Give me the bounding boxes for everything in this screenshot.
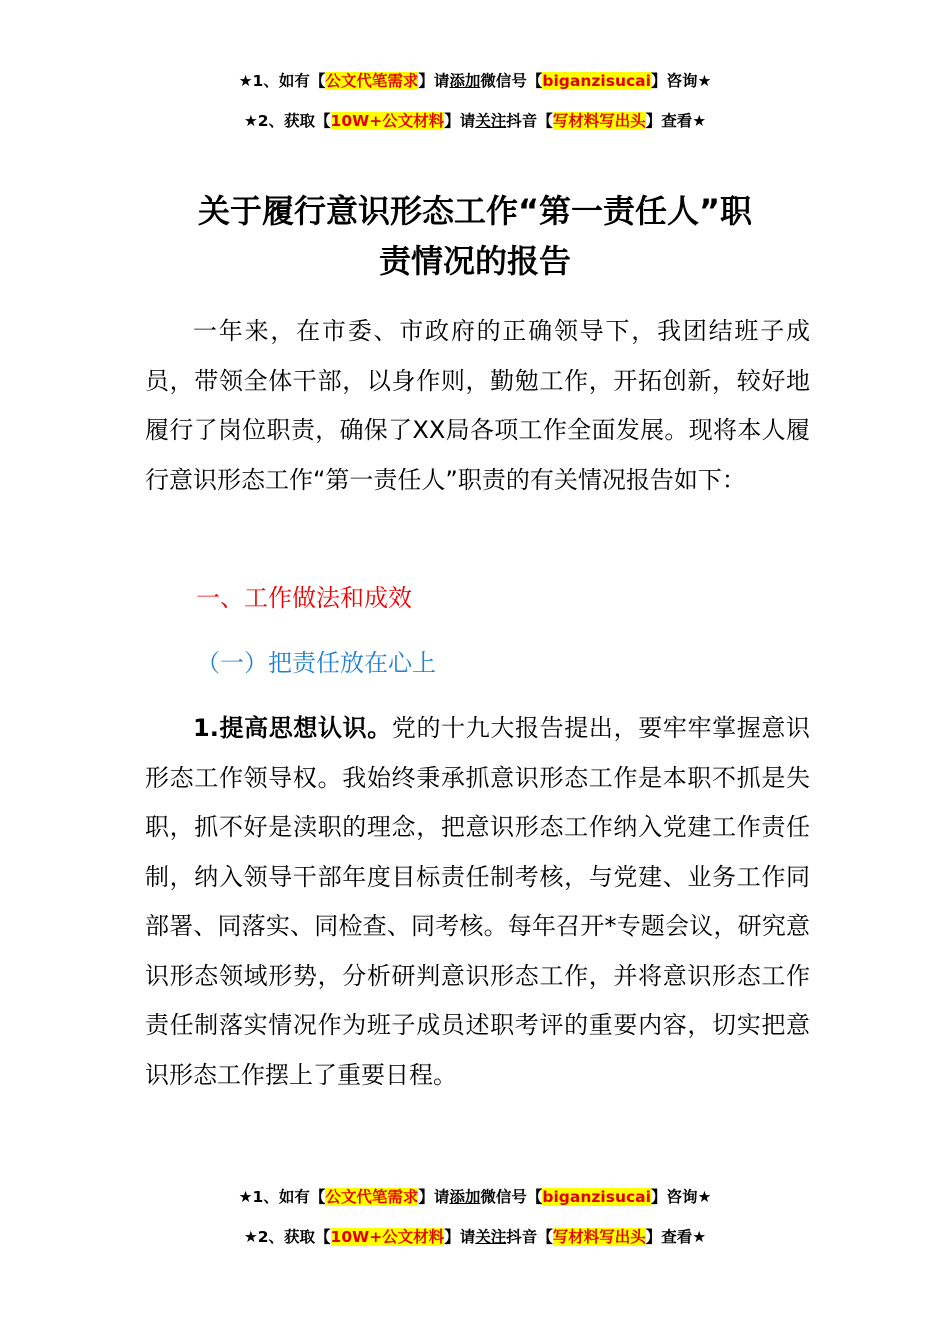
banner-underline: 关注 bbox=[475, 112, 507, 130]
banner-text: 】咨询★ bbox=[650, 72, 712, 90]
banner-text: 】请 bbox=[444, 1228, 476, 1246]
banner-highlight: 公文代笔需求 bbox=[325, 72, 419, 90]
banner-text: 】咨询★ bbox=[650, 1188, 712, 1206]
banner-text: ★2、获取【 bbox=[243, 112, 331, 130]
item-body: 党的十九大报告提出，要牢牢掌握意识形态工作领导权。我始终秉承抓意识形态工作是本职不抓是失职，抓不好是渎职的理念，把意识形态工作纳入党建工作责任制，纳入领导干部年度目标责任制考核，与党建、业务工作同部署、同落实、同检查、同考核。每年召开*专题会议，研究意识形态领域形势，分析研判意识形态工作，并将意识形态工作责任制落实情况作为班子成员述职考评的重要内容，切实把意识形态工作摆上了重要日程。 bbox=[145, 714, 810, 1089]
banner-text: 抖音【 bbox=[506, 112, 553, 130]
banner-text: 】请 bbox=[418, 1188, 450, 1206]
item-lead: 1.提高思想认识。 bbox=[193, 714, 392, 742]
banner-highlight: 写材料写出头 bbox=[552, 1228, 646, 1246]
banner-text: 】请 bbox=[444, 112, 476, 130]
item-paragraph bbox=[145, 704, 810, 1100]
banner-text: ★2、获取【 bbox=[243, 1228, 331, 1246]
intro-paragraph: 一年来，在市委、市政府的正确领导下，我团结班子成员，带领全体干部，以身作则，勤勉工作，开拓创新，较好地履行了岗位职责，确保了XX局各项工作全面发展。现将本人履行意识形态工作“第一责任人”职责的有关情况报告如下： bbox=[145, 317, 810, 494]
banner-text: ★1、如有【 bbox=[238, 1188, 326, 1206]
banner-highlight: 10W+公文材料 bbox=[330, 112, 445, 130]
banner-text: ★1、如有【 bbox=[238, 72, 326, 90]
banner-highlight: 公文代笔需求 bbox=[325, 1188, 419, 1206]
banner-text: 】请 bbox=[418, 72, 450, 90]
banner-text: 抖音【 bbox=[506, 1228, 553, 1246]
footer-banner-line-1 bbox=[0, 1186, 950, 1208]
banner-underline: 添加 bbox=[449, 1188, 481, 1206]
header-banner-line-1 bbox=[0, 70, 950, 92]
banner-underline: 关注 bbox=[475, 1228, 507, 1246]
document-title bbox=[0, 186, 950, 286]
banner-highlight: biganzisucai bbox=[542, 72, 651, 90]
banner-text: 】查看★ bbox=[645, 112, 707, 130]
banner-underline: 添加 bbox=[449, 72, 481, 90]
header-banner-line-2 bbox=[0, 110, 950, 132]
section-heading: 一、工作做法和成效 bbox=[196, 584, 412, 612]
subsection-heading: （一）把责任放在心上 bbox=[196, 649, 436, 677]
banner-text: 微信号【 bbox=[480, 1188, 543, 1206]
footer-banner-line-2 bbox=[0, 1226, 950, 1248]
title-line-1: 关于履行意识形态工作“第一责任人”职 bbox=[197, 192, 753, 230]
banner-text: 】查看★ bbox=[645, 1228, 707, 1246]
banner-highlight: biganzisucai bbox=[542, 1188, 651, 1206]
banner-highlight: 写材料写出头 bbox=[552, 112, 646, 130]
title-line-2: 责情况的报告 bbox=[378, 242, 571, 280]
banner-text: 微信号【 bbox=[480, 72, 543, 90]
banner-highlight: 10W+公文材料 bbox=[330, 1228, 445, 1246]
